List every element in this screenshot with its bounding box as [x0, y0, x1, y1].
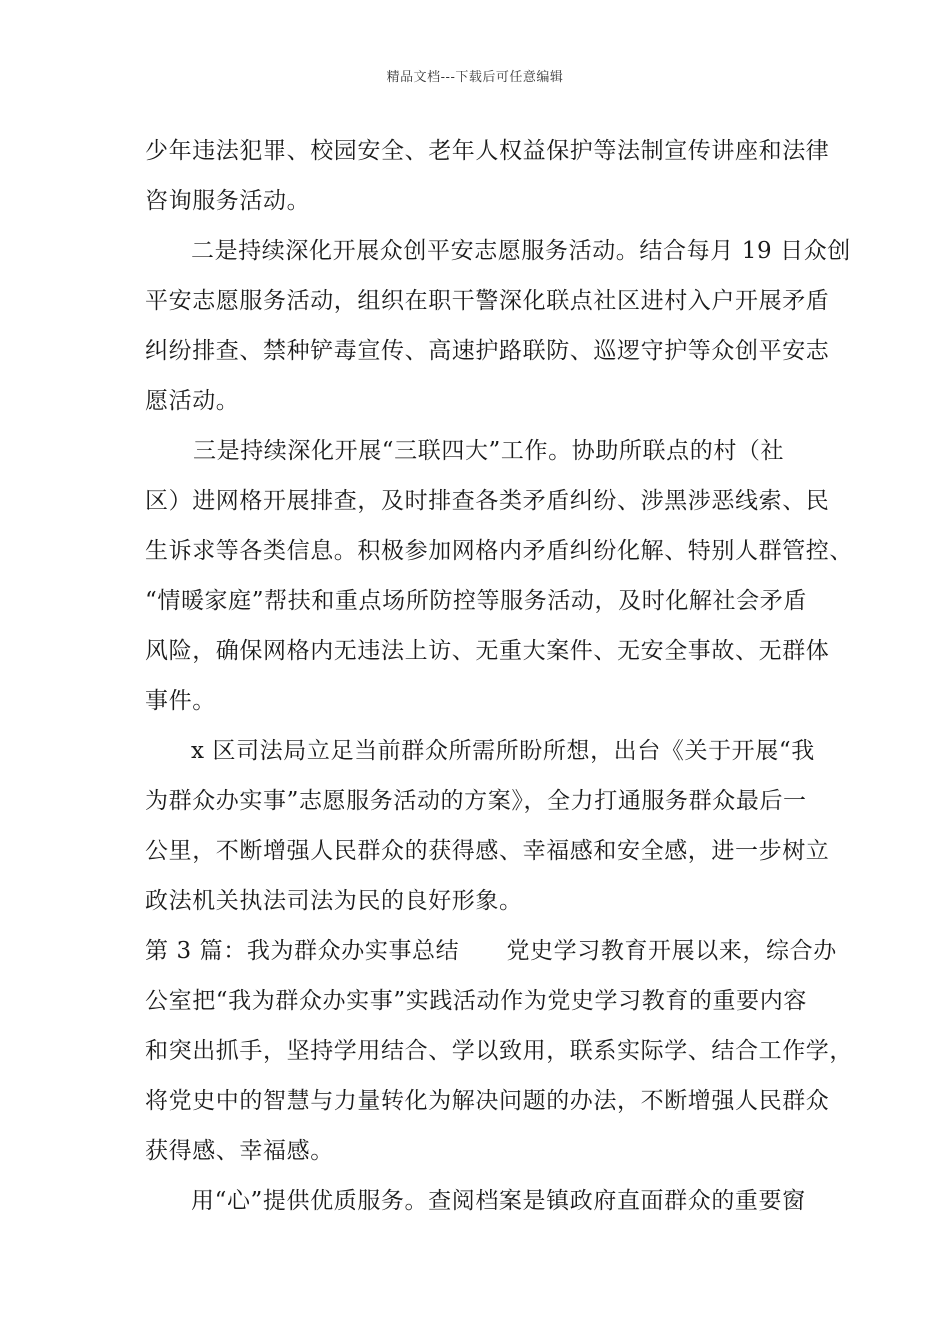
text-line: 政法机关执法司法为民的良好形象。	[145, 888, 523, 914]
text-line: 生诉求等各类信息。积极参加网格内矛盾纠纷化解、特别人群管控、	[145, 538, 853, 564]
page-header: 精品文档---下载后可任意编辑	[386, 70, 564, 85]
text-line: 少年违法犯罪、校园安全、老年人权益保护等法制宣传讲座和法律	[145, 138, 830, 164]
text-line: 纠纷排查、禁种铲毒宣传、高速护路联防、巡逻守护等众创平安志	[145, 338, 830, 364]
text-line: 和突出抓手，坚持学用结合、学以致用，联系实际学、结合工作学，	[145, 1038, 853, 1064]
text-line: 为群众办实事”志愿服务活动的方案》，全力打通服务群众最后一	[145, 788, 807, 814]
text-line: 三是持续深化开展“三联四大”工作。协助所联点的村（社	[193, 438, 785, 464]
text-line: 风险，确保网格内无违法上访、无重大案件、无安全事故、无群体	[145, 638, 830, 664]
section-heading-line: 第 3 篇：我为群众办实事总结 党史学习教育开展以来，综合办	[145, 938, 837, 964]
text-line: 将党史中的智慧与力量转化为解决问题的办法，不断增强人民群众	[145, 1088, 830, 1114]
text-line: 事件。	[145, 688, 216, 714]
text-line: 公里，不断增强人民群众的获得感、幸福感和安全感，进一步树立	[145, 838, 830, 864]
text-line: 用“心”提供优质服务。查阅档案是镇政府直面群众的重要窗	[191, 1188, 806, 1214]
document-body	[145, 126, 853, 1226]
text-line: 公室把“我为群众办实事”实践活动作为党史学习教育的重要内容	[145, 988, 807, 1014]
text-line: “情暖家庭”帮扶和重点场所防控等服务活动，及时化解社会矛盾	[145, 588, 807, 614]
text-line: 获得感、幸福感。	[145, 1138, 334, 1164]
text-line: 平安志愿服务活动，组织在职干警深化联点社区进村入户开展矛盾	[145, 288, 830, 314]
text-line: 愿活动。	[145, 388, 240, 414]
text-line: 咨询服务活动。	[145, 188, 311, 214]
text-line: x 区司法局立足当前群众所需所盼所想，出台《关于开展“我	[191, 738, 815, 764]
text-line: 二是持续深化开展众创平安志愿服务活动。结合每月 19 日众创	[191, 238, 851, 264]
text-line: 区）进网格开展排查，及时排查各类矛盾纠纷、涉黑涉恶线索、民	[145, 488, 830, 514]
